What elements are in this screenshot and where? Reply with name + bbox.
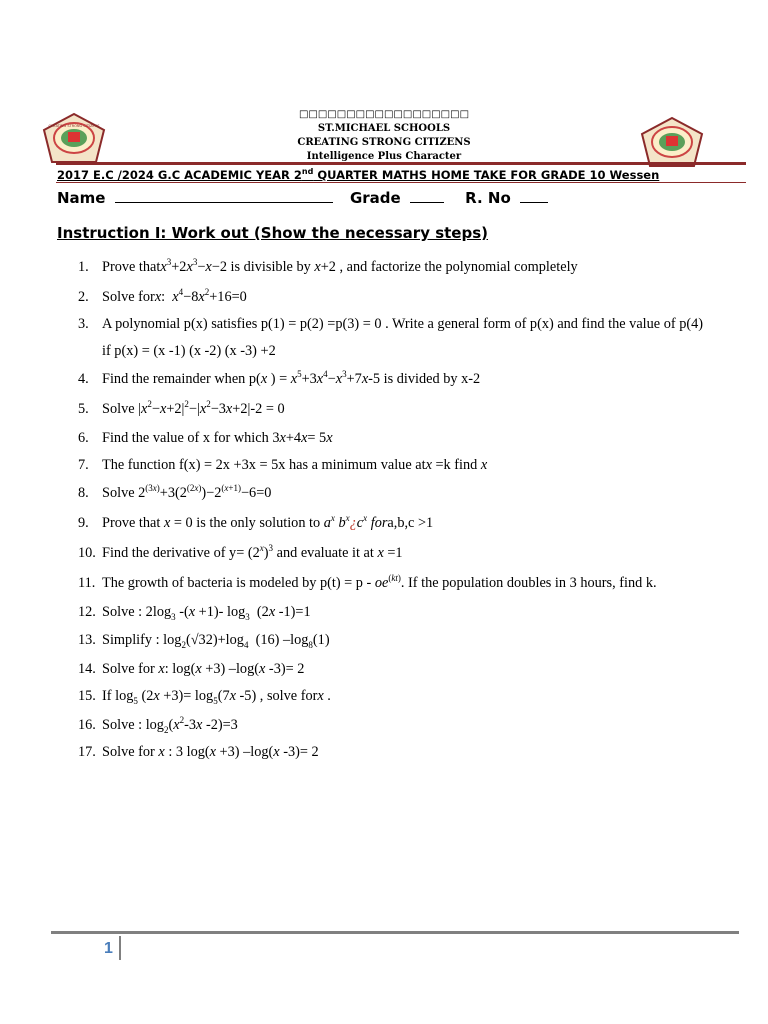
page-number-bar <box>119 936 121 960</box>
question-number: 6. <box>78 430 89 446</box>
question-number: 2. <box>78 289 89 305</box>
title-divider <box>56 182 746 183</box>
exam-title-part1: 2017 E.C /2024 G.C ACADEMIC YEAR 2 <box>57 168 302 182</box>
school-name: ST.MICHAEL SCHOOLS <box>317 123 451 134</box>
school-header <box>0 108 768 164</box>
question-number: 9. <box>78 515 89 531</box>
question-number: 1. <box>78 259 89 275</box>
school-motto: CREATING STRONG CITIZENS <box>297 137 471 148</box>
page-number: 1 <box>104 940 113 957</box>
question-number: 14. <box>78 661 96 677</box>
logo-text: CREATING STRONG CITIZENS <box>48 124 100 128</box>
name-blank[interactable] <box>115 189 333 203</box>
exam-title <box>57 168 757 182</box>
grade-blank[interactable] <box>410 189 444 203</box>
name-label: Name <box>57 189 106 207</box>
question-number: 3. <box>78 316 89 332</box>
rno-blank[interactable] <box>520 189 548 203</box>
header-unreadable-line: □□□□□□□□□□□□□□□□□□ <box>298 109 470 120</box>
header-divider <box>56 162 746 165</box>
question-number: 11. <box>78 575 96 591</box>
question-number: 4. <box>78 371 89 387</box>
instruction-heading: Instruction I: Work out (Show the necessary steps) <box>57 224 488 242</box>
question-number: 10. <box>78 545 96 561</box>
footer-divider <box>51 931 739 934</box>
question-number: 8. <box>78 485 89 501</box>
exam-title-sup: nd <box>301 167 314 177</box>
student-fields <box>57 189 552 207</box>
question-number: 7. <box>78 457 89 473</box>
grade-label: Grade <box>349 189 401 207</box>
question-number: 15. <box>78 688 96 704</box>
question-number: 17. <box>78 744 96 760</box>
question-number: 5. <box>78 401 89 417</box>
question-number: 12. <box>78 604 96 620</box>
question-number: 13. <box>78 632 96 648</box>
rno-label: R. No <box>465 189 511 207</box>
exam-title-part2: QUARTER MATHS HOME TAKE FOR GRADE 10 Wessen <box>313 168 660 182</box>
question-number: 16. <box>78 717 96 733</box>
school-tagline: Intelligence Plus Character <box>306 151 462 162</box>
